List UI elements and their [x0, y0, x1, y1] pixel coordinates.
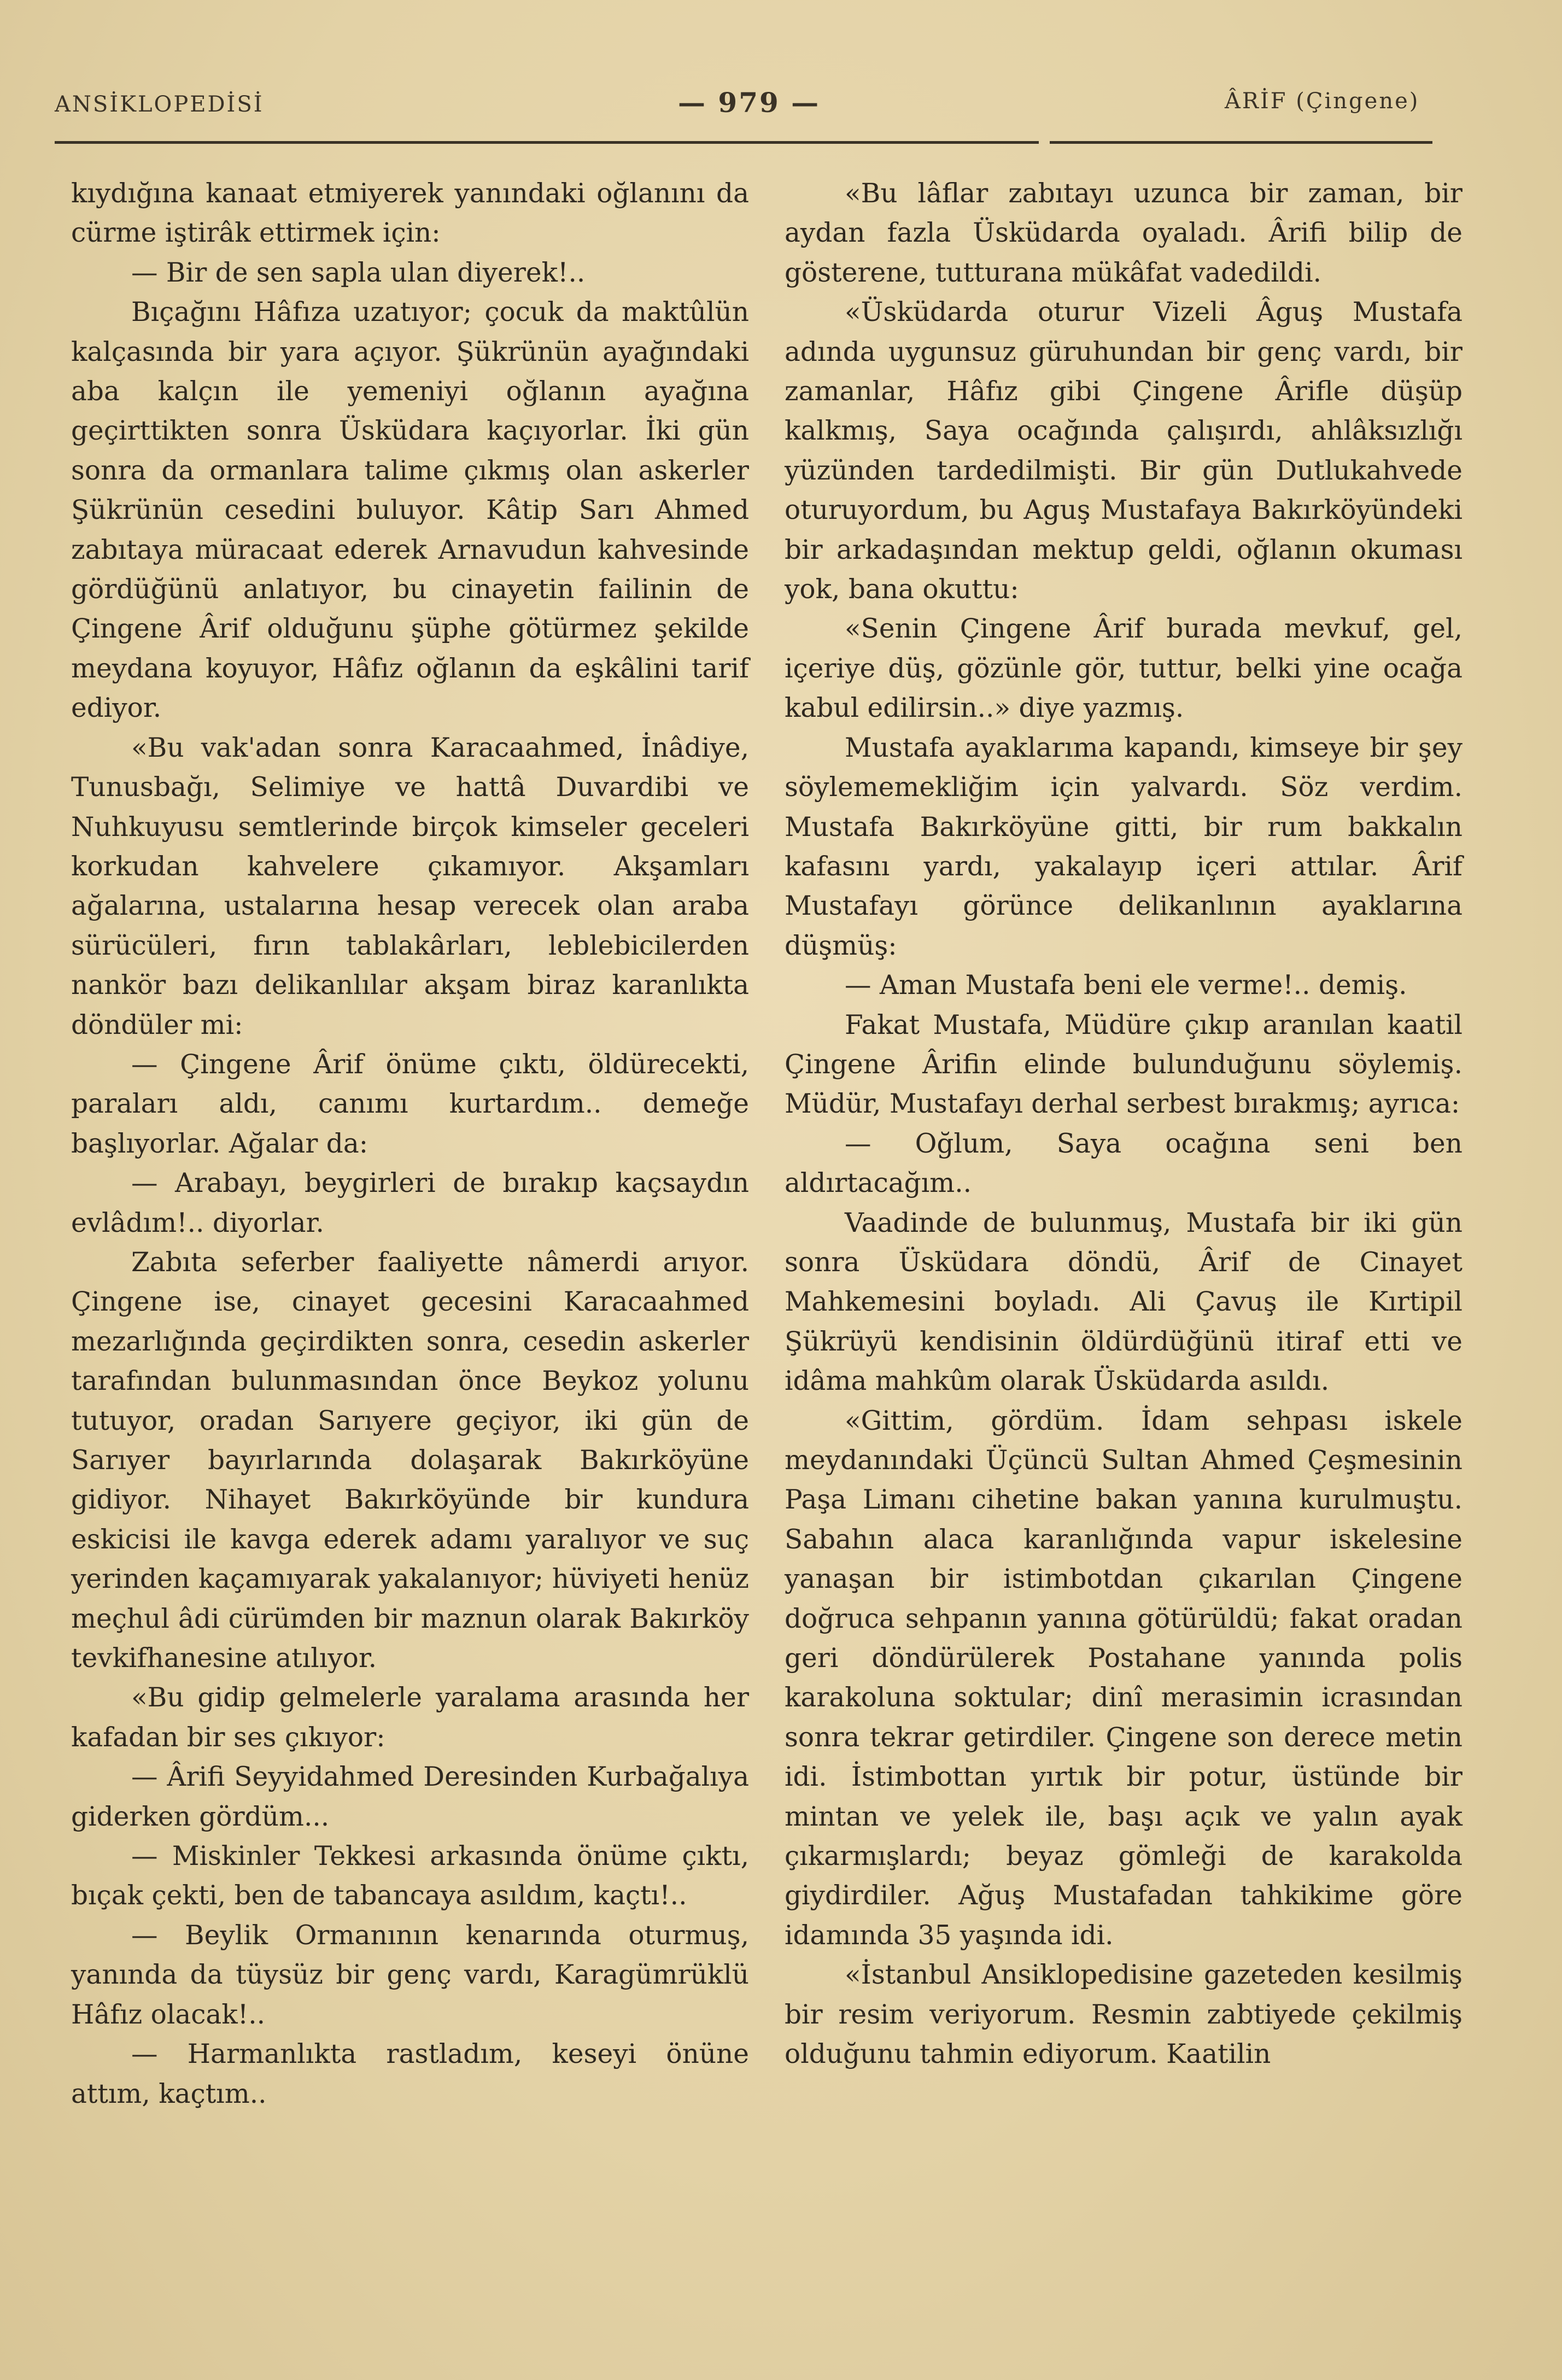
paragraph: — Arabayı, beygirleri de bırakıp kaçsaydın evlâdım!.. diyorlar.	[71, 1168, 749, 1238]
paragraph: kıydığına kanaat etmiyerek yanındaki oğlanını da cürme iştirâk ettirmek için:	[71, 178, 749, 249]
paragraph: — Bir de sen sapla ulan diyerek!..	[131, 257, 586, 288]
paragraph: — Miskinler Tekkesi arkasında önüme çıktı, bıçak çekti, ben de tabancaya asıldım, kaçtı!..	[71, 1841, 749, 1911]
paragraph: «Bu vak'adan sonra Karacaahmed, İnâdiye, Tunusbağı, Selimiye ve hattâ Duvardibi ve Nuhkuyusu semtlerinde birçok kimseler geceleri korkudan kahvelere çıkamıyor. Akşamları ağalarına, ustalarına hesap verecek olan araba sürücüleri, fırın tablakârları, leblebicilerden nankör bazı delikanlılar akşam biraz karanlıkta döndüler mi:	[71, 732, 749, 1040]
paragraph: Bıçağını Hâfıza uzatıyor; çocuk da maktûlün kalçasında bir yara açıyor. Şükrünün ayağındaki aba kalçın ile yemeniyi oğlanın ayağına geçirttikten sonra Üsküdara kaçıyorlar. İki gün sonra da ormanlara talime çıkmış olan askerler Şükrünün cesedini buluyor. Kâtip Sarı Ahmed zabıtaya müracaat ederek Arnavudun kahvesinde gördüğünü anlatıyor, bu cinayetin failinin de Çingene Ârif olduğunu şüphe götürmez şekilde meydana koyuyor, Hâfız oğlanın da eşkâlini tarif ediyor.	[71, 297, 749, 724]
paragraph: «Bu lâflar zabıtayı uzunca bir zaman, bir aydan fazla Üsküdarda oyaladı. Ârifi bilip de gösterene, tutturana mükâfat vadedildi.	[785, 178, 1462, 288]
paragraph: — Harmanlıkta rastladım, keseyi önüne attım, kaçtım..	[71, 2039, 749, 2109]
paragraph: «Üsküdarda oturur Vizeli Âguş Mustafa adında uygunsuz güruhundan bir genç vardı, bir zamanlar, Hâfız gibi Çingene Ârifle düşüp kalkmış, Saya ocağında çalışırdı, ahlâksızlığı yüzünden tardedilmişti. Bir gün Dutlukahvede oturuyordum, bu Aguş Mustafaya Bakırköyündeki bir arkadaşından mektup geldi, oğlanın okuması yok, bana okuttu:	[785, 297, 1462, 605]
paragraph: «Senin Çingene Ârif burada mevkuf, gel, içeriye düş, gözünle gör, tuttur, belki yine ocağa kabul edilirsin..» diye yazmış.	[785, 613, 1462, 724]
paragraph: Mustafa ayaklarıma kapandı, kimseye bir şey söylememekliğim için yalvardı. Söz verdim. Mustafa Bakırköyüne gitti, bir rum bakkalın kafasını yardı, yakalayıp içeri attılar. Ârif Mustafayı görünce delikanlının ayaklarına düşmüş:	[785, 732, 1462, 961]
paragraph: — Ârifi Seyyidahmed Deresinden Kurbağalıya giderken gördüm...	[71, 1762, 749, 1832]
paragraph: — Aman Mustafa beni ele verme!.. demiş.	[845, 970, 1407, 1001]
paragraph: Fakat Mustafa, Müdüre çıkıp aranılan kaatil Çingene Ârifin elinde bulunduğunu söylemiş. Müdür, Mustafayı derhal serbest bırakmış; ayrıca:	[785, 1009, 1462, 1120]
paragraph: Zabıta seferber faaliyette nâmerdi arıyor. Çingene ise, cinayet gecesini Karacaahmed mezarlığında geçirdikten sonra, cesedin askerler tarafından bulunmasından önce Beykoz yolunu tutuyor, oradan Sarıyere geçiyor, iki gün de Sarıyer bayırlarında dolaşarak Bakırköyüne gidiyor. Nihayet Bakırköyünde bir kundura eskicisi ile kavga ederek adamı yaralıyor ve suç yerinden kaçamıyarak yakalanıyor; hüviyeti henüz meçhul âdi cürümden bir maznun olarak Bakırköy tevkifhanesine atılıyor.	[71, 1247, 749, 1674]
paragraph: Vaadinde de bulunmuş, Mustafa bir iki gün sonra Üsküdara döndü, Ârif de Cinayet Mahkemesini boyladı. Ali Çavuş ile Kırtipil Şükrüyü kendisinin öldürdüğünü itiraf etti ve idâma mahkûm olarak Üsküdarda asıldı.	[785, 1207, 1462, 1397]
paragraph: — Çingene Ârif önüme çıktı, öldürecekti, paraları aldı, canımı kurtardım.. demeğe başlıyorlar. Ağalar da:	[71, 1049, 749, 1159]
page-number: — 979 —	[678, 86, 821, 119]
right-column	[785, 174, 1462, 2074]
paragraph: «Gittim, gördüm. İdam sehpası iskele meydanındaki Üçüncü Sultan Ahmed Çeşmesinin Paşa Limanı cihetine bakan yanına kurulmuştu. Sabahın alaca karanlığında vapur iskelesine yanaşan bir istimbotdan çıkarılan Çingene doğruca sehpanın yanına götürüldü; fakat oradan geri döndürülerek Postahane yanında polis karakoluna soktular; dinî merasimin icrasından sonra tekrar getirdiler. Çingene son derece metin idi. İstimbottan yırtık bir potur, üstünde bir mintan ve yelek ile, başı açık ve yalın ayak çıkarmışlardı; beyaz gömleği de karakolda giydirdiler. Ağuş Mustafadan tahkikime göre idamında 35 yaşında idi.	[785, 1405, 1462, 1951]
paragraph: — Oğlum, Saya ocağına seni ben aldırtacağım..	[785, 1128, 1462, 1199]
running-header-left: ANSİKLOPEDİSİ	[55, 92, 264, 117]
paragraph: — Beylik Ormanının kenarında oturmuş, yanında da tüysüz bir genç vardı, Karagümrüklü Hâfız olacak!..	[71, 1920, 749, 2030]
header-rule-left	[55, 141, 1039, 144]
header-rule-right	[1050, 141, 1432, 144]
left-column	[71, 174, 749, 2114]
paragraph: «Bu gidip gelmelerle yaralama arasında her kafadan bir ses çıkıyor:	[71, 1682, 749, 1753]
paragraph: «İstanbul Ansiklopedisine gazeteden kesilmiş bir resim veriyorum. Resmin zabtiyede çekilmiş olduğunu tahmin ediyorum. Kaatilin	[785, 1960, 1462, 2070]
running-header-right: ÂRİF (Çingene)	[1225, 89, 1420, 114]
